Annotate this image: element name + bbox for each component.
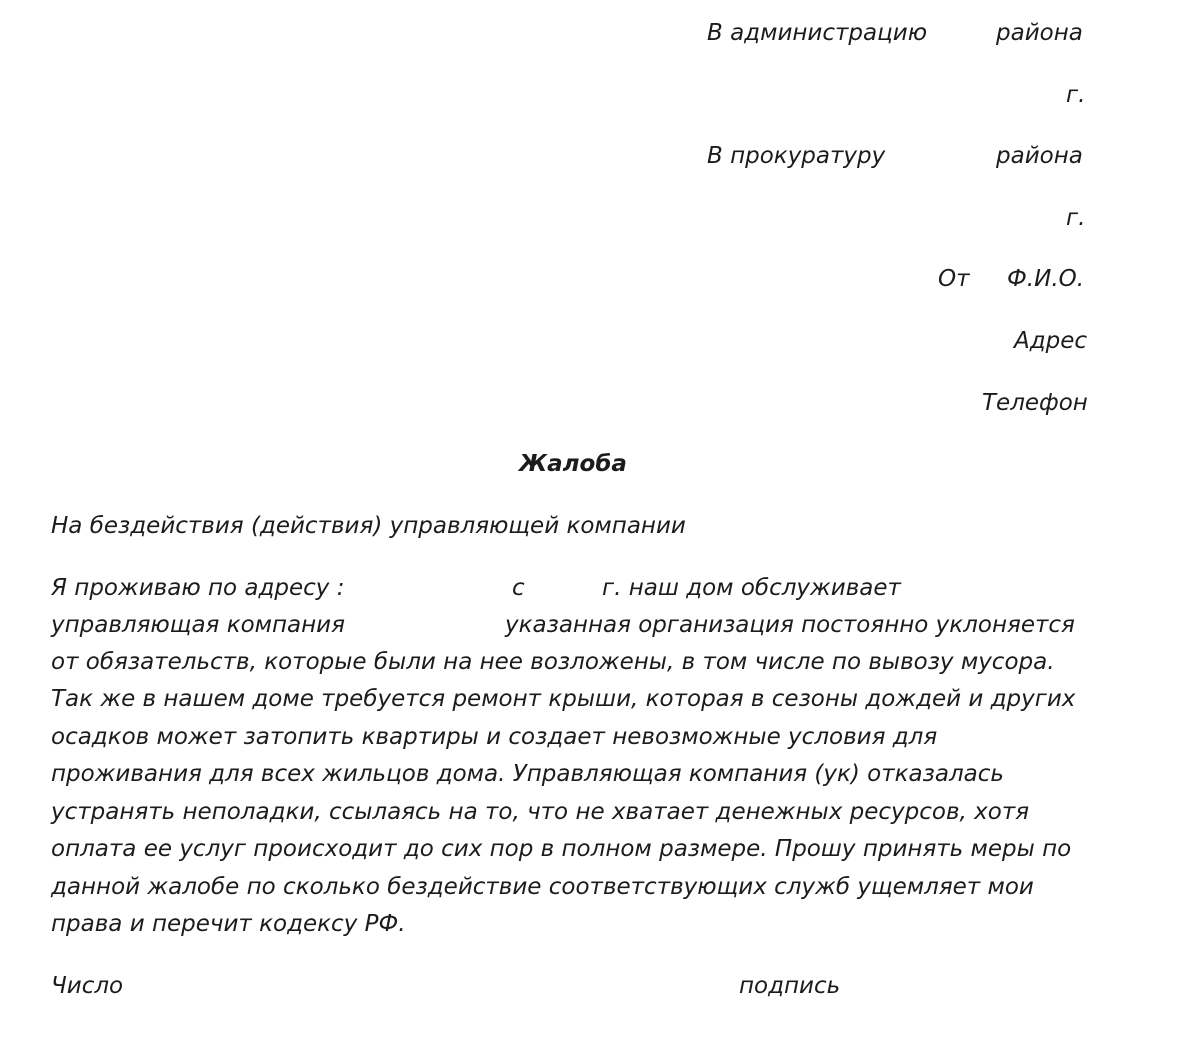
body-line-4: Так же в нашем доме требуется ремонт крыши, которая в сезоны дождей и других <box>51 686 1076 712</box>
body-line-1-b: с <box>512 575 525 601</box>
sender-phone: Телефон <box>982 390 1088 416</box>
body-line-2-b: указанная организация постоянно уклоняется <box>505 612 1075 638</box>
body-line-6: проживания для всех жильцов дома. Управляющая компания (ук) отказалась <box>51 761 1004 787</box>
sender-from-label: От <box>938 266 970 292</box>
recipient-administration-district: района <box>996 20 1083 46</box>
body-line-3: от обязательств, которые были на нее возложены, в том числе по вывозу мусора. <box>51 649 1055 675</box>
recipient-prosecutor-city: г. <box>1066 205 1086 231</box>
document-title: Жалоба <box>519 451 627 477</box>
recipient-administration: В администрацию <box>707 20 928 46</box>
body-line-1-a: Я проживаю по адресу : <box>51 575 345 601</box>
recipient-administration-city: г. <box>1066 82 1086 108</box>
body-line-1-c: г. наш дом обслуживает <box>602 575 901 601</box>
body-line-8: оплата ее услуг происходит до сих пор в полном размере. Прошу принять меры по <box>51 836 1072 862</box>
recipient-prosecutor-district: района <box>996 143 1083 169</box>
sender-address: Адрес <box>1014 328 1088 354</box>
body-line-7: устранять неполадки, ссылаясь на то, что не хватает денежных ресурсов, хотя <box>51 799 1030 825</box>
complaint-subject: На бездействия (действия) управляющей компании <box>51 513 686 539</box>
date-label: Число <box>51 973 124 999</box>
body-line-10: права и перечит кодексу РФ. <box>51 911 406 937</box>
body-line-9: данной жалобе по сколько бездействие соответствующих служб ущемляет мои <box>51 874 1034 900</box>
body-line-2-a: управляющая компания <box>51 612 345 638</box>
signature-label: подпись <box>739 973 841 999</box>
sender-name: Ф.И.О. <box>1007 266 1085 292</box>
recipient-prosecutor: В прокуратуру <box>707 143 886 169</box>
body-line-5: осадков может затопить квартиры и создает невозможные условия для <box>51 724 938 750</box>
